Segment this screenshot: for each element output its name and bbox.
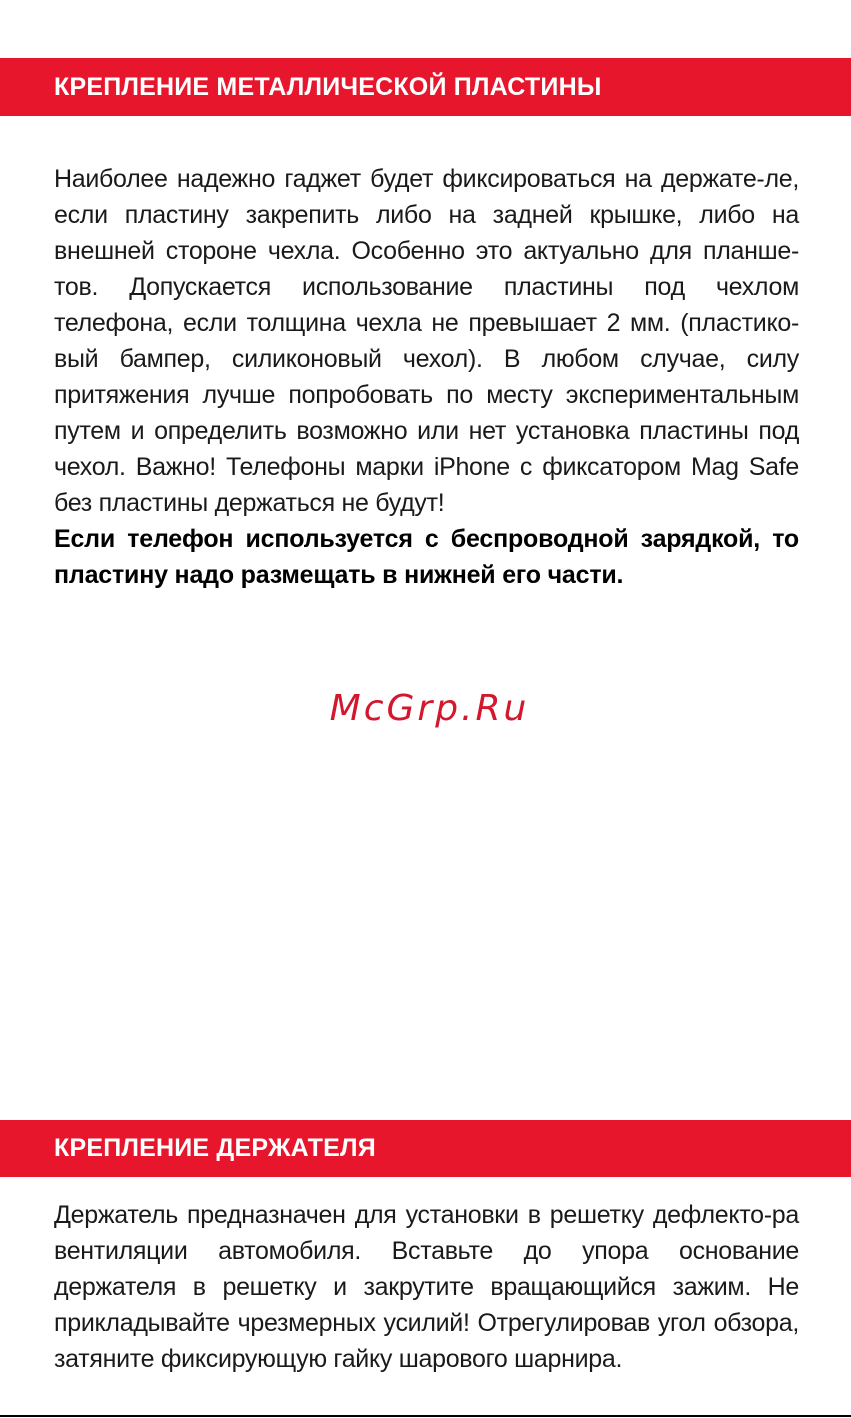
section-title-holder-mounting: КРЕПЛЕНИЕ ДЕРЖАТЕЛЯ (54, 1134, 376, 1162)
section-title-plate-mounting: КРЕПЛЕНИЕ МЕТАЛЛИЧЕСКОЙ ПЛАСТИНЫ (54, 72, 602, 101)
bottom-divider (0, 1415, 851, 1417)
holder-mounting-paragraph: Держатель предназначен для установки в решетку дефлекто-ра вентиляции автомобиля. Вставьте до упора основание держателя в решетку и закрутите вращающийся зажим. Не прикладывайте чрезмерных усилий! Отрегулировав угол обзора, затяните фиксирующую гайку шарового шарнира. (54, 1201, 799, 1373)
wireless-charging-note: Если телефон используется с беспроводной зарядкой, то пластину надо размещать в нижней его части. (54, 525, 799, 589)
section-header-plate-mounting (0, 58, 851, 116)
section-header-holder-mounting (0, 1120, 851, 1177)
plate-mounting-paragraph: Наиболее надежно гаджет будет фиксироваться на держате-ле, если пластину закрепить либо на задней крышке, либо на внешней стороне чехла. Особенно это актуально для планше-тов. Допускается использование пластины под чехлом телефона, если толщина чехла не превышает 2 мм. (пластико-вый бампер, силиконовый чехол). В любом случае, силу притяжения лучше попробовать по месту экспериментальным путем и определить возможно или нет установка пластины под чехол. Важно! Телефоны марки iPhone с фиксатором Mag Safe без пластины держаться не будут! (54, 165, 799, 517)
watermark-text: McGrp.Ru (329, 688, 530, 729)
